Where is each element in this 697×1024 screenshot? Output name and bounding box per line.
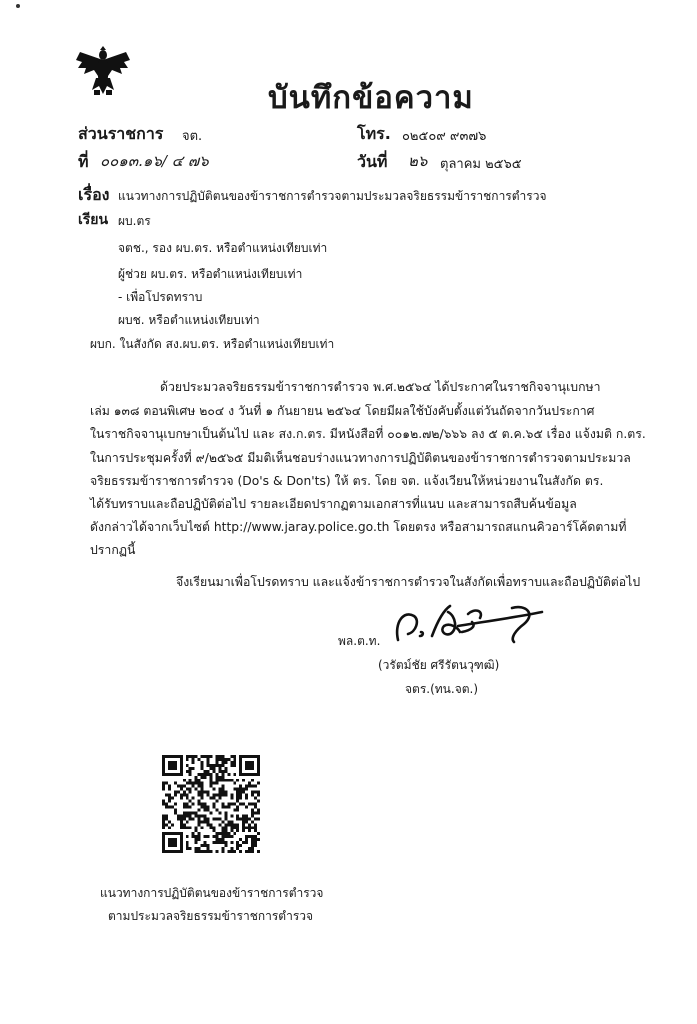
qr-caption-line: ตามประมวลจริยธรรมข้าราชการตำรวจ bbox=[108, 909, 314, 923]
date-label: วันที่ bbox=[357, 152, 388, 171]
to-label: เรียน bbox=[78, 212, 109, 228]
tel-value: ๐๒๕๐๙ ๙๓๗๖ bbox=[402, 129, 487, 144]
recipient-line: ผู้ช่วย ผบ.ตร. หรือตำแหน่งเทียบเท่า bbox=[118, 267, 303, 281]
body-line: ในการประชุมครั้งที่ ๙/๒๕๖๕ มีมติเห็นชอบร่างแนวทางการปฏิบัติตนของข้าราชการตำรวจตามประมวล bbox=[90, 451, 631, 465]
signatory-position: จตร.(ทน.จต.) bbox=[405, 682, 479, 696]
handwritten-signature bbox=[392, 596, 548, 646]
recipient-line: จตช., รอง ผบ.ตร. หรือตำแหน่งเทียบเท่า bbox=[118, 241, 328, 255]
qr-caption-line: แนวทางการปฏิบัติตนของข้าราชการตำรวจ bbox=[100, 886, 324, 900]
garuda-emblem-icon bbox=[74, 46, 132, 96]
body-line: ปรากฏนี้ bbox=[90, 543, 136, 557]
body-line: ด้วยประมวลจริยธรรมข้าราชการตำรวจ พ.ศ.๒๕๖๔ ได้ประกาศในราชกิจจานุเบกษา bbox=[160, 380, 601, 394]
recipient-line: - เพื่อโปรดทราบ bbox=[118, 290, 203, 304]
to-value: ผบ.ตร bbox=[118, 214, 151, 228]
ref-label: ที่ bbox=[78, 152, 89, 171]
signatory-name: (วรัตม์ชัย ศรีรัตนวุฑฒิ) bbox=[378, 658, 500, 672]
agency-label: ส่วนราชการ bbox=[78, 124, 164, 143]
subject-value: แนวทางการปฏิบัติตนของข้าราชการตำรวจตามประมวลจริยธรรมข้าราชการตำรวจ bbox=[118, 189, 547, 203]
scan-speck bbox=[16, 4, 20, 8]
body-line: ในราชกิจจานุเบกษาเป็นต้นไป และ สง.ก.ตร. มีหนังสือที่ ๐๐๑๒.๗๒/๖๖๖ ลง ๕ ต.ค.๖๕ เรื่อง แจ้งมติ ก.ตร. bbox=[90, 427, 646, 441]
memo-title: บันทึกข้อความ bbox=[268, 80, 474, 116]
body-line: ดังกล่าวได้จากเว็บไซต์ http://www.jaray.police.go.th โดยตรง หรือสามารถสแกนคิวอาร์โค้ดตามที่ bbox=[90, 520, 627, 534]
recipient-line: ผบช. หรือตำแหน่งเทียบเท่า bbox=[118, 313, 260, 327]
qr-code-icon bbox=[162, 755, 260, 853]
recipient-line: ผบก. ในสังกัด สง.ผบ.ตร. หรือตำแหน่งเทียบเท่า bbox=[90, 337, 335, 351]
body-line: เล่ม ๑๓๘ ตอนพิเศษ ๒๐๔ ง วันที่ ๑ กันยายน ๒๕๖๔ โดยมีผลใช้บังคับตั้งแต่วันถัดจากวันประกาศ bbox=[90, 404, 595, 418]
date-day: ๒๖ bbox=[408, 152, 428, 170]
closing-line: จึงเรียนมาเพื่อโปรดทราบ และแจ้งข้าราชการตำรวจในสังกัดเพื่อทราบและถือปฏิบัติต่อไป bbox=[176, 575, 641, 589]
date-month-year: ตุลาคม ๒๕๖๕ bbox=[440, 157, 522, 172]
body-line: ได้รับทราบและถือปฏิบัติต่อไป รายละเอียดปรากฏตามเอกสารที่แนบ และสามารถสืบค้นข้อมูล bbox=[90, 497, 577, 511]
ref-value: ๐๐๑๓.๑๖/ ๔ ๗๖ bbox=[100, 152, 209, 170]
agency-value: จต. bbox=[182, 129, 203, 144]
tel-label: โทร. bbox=[357, 124, 391, 143]
subject-label: เรื่อง bbox=[78, 185, 110, 204]
signatory-rank: พล.ต.ท. bbox=[338, 634, 381, 648]
body-line: จริยธรรมข้าราชการตำรวจ (Do's & Don'ts) ให้ ตร. โดย จต. แจ้งเวียนให้หน่วยงานในสังกัด ตร. bbox=[90, 474, 604, 488]
